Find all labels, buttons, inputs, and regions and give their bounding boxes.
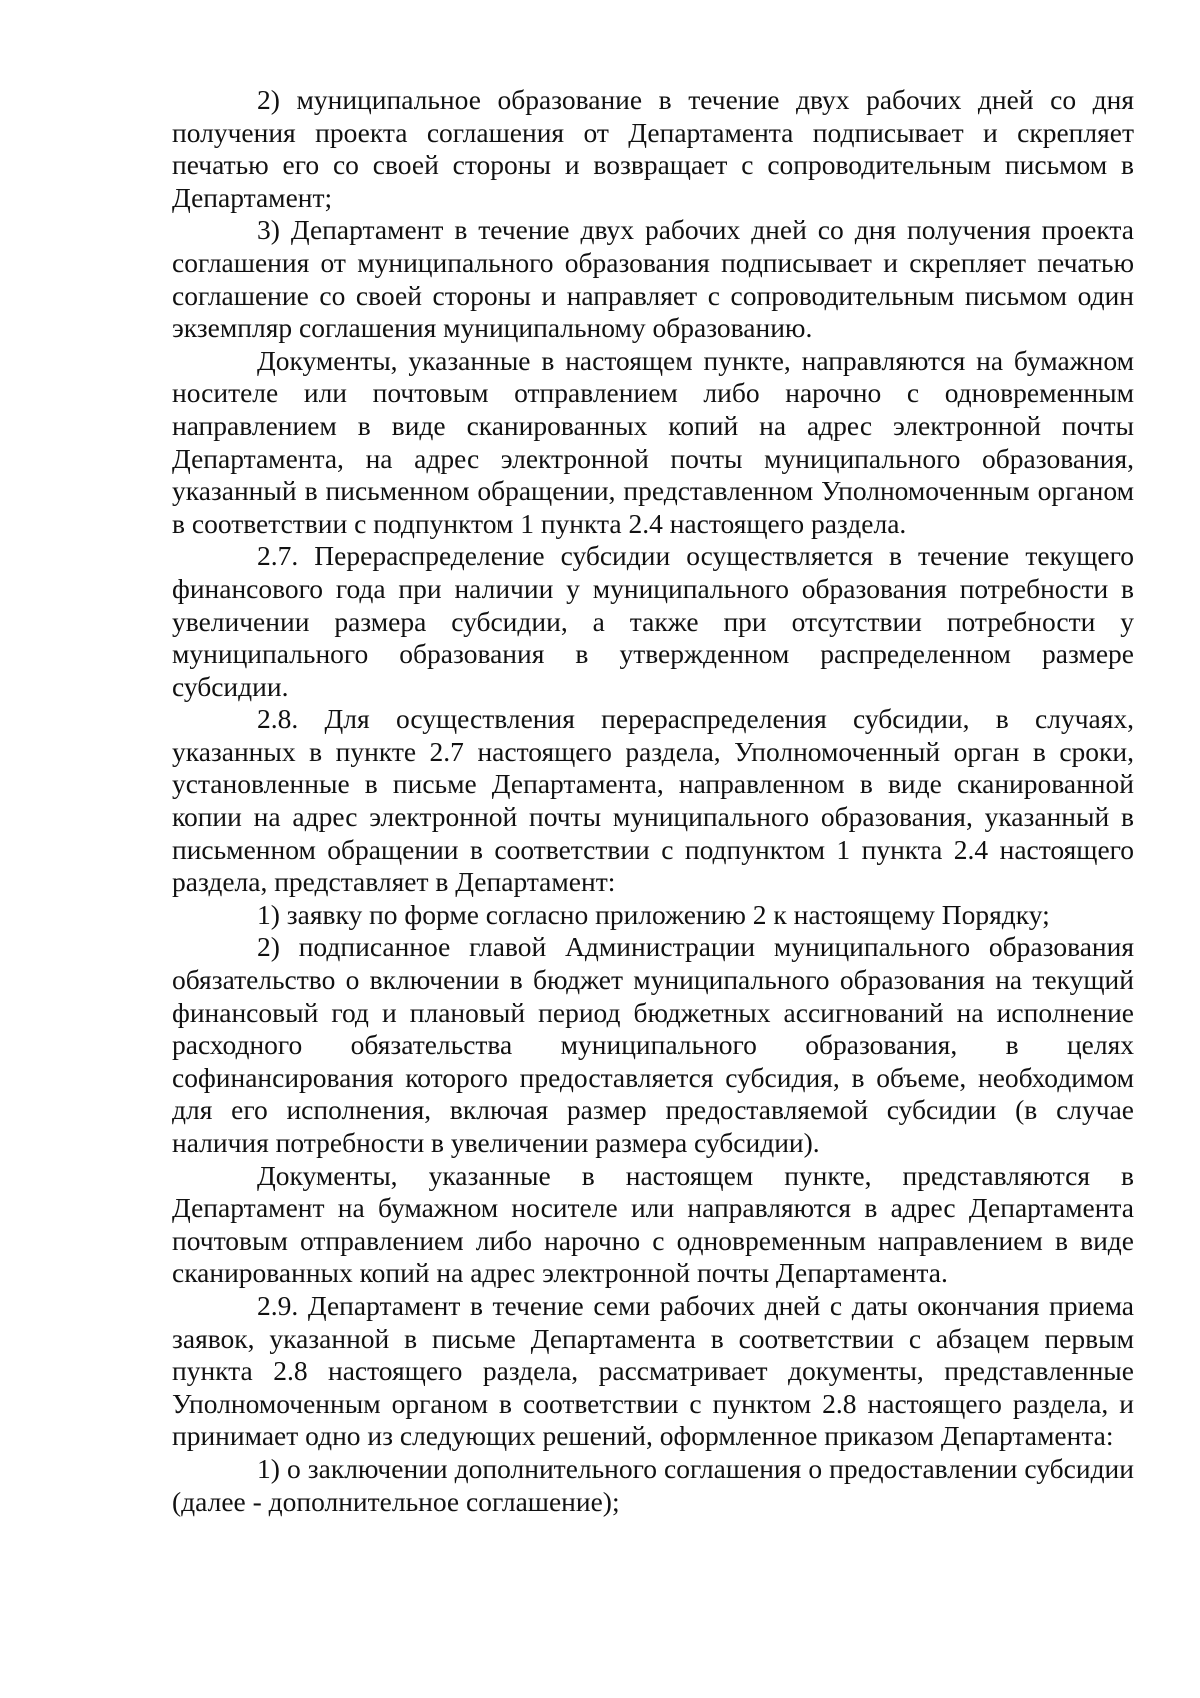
- paragraph-item-3: 3) Департамент в течение двух рабочих дней со дня получения проекта соглашения от муниципального образования подписывает и скрепляет печатью соглашение со своей стороны и направляет с сопроводительным письмом один экземпляр соглашения муниципальному образованию.: [172, 214, 1134, 344]
- paragraph-item-2: 2) муниципальное образование в течение двух рабочих дней со дня получения проекта соглашения от Департамента подписывает и скрепляет печатью его со своей стороны и возвращает с сопроводительным письмом в Департамент;: [172, 84, 1134, 213]
- paragraph-item-1-application: 1) заявку по форме согласно приложению 2 к настоящему Порядку;: [257, 898, 1050, 930]
- paragraph-documents-submission: Документы, указанные в настоящем пункте, представляются в Департамент на бумажном носителе или направляются в адрес Департамента почтовым отправлением либо нарочно с одновременным направлением в виде сканированных копий на адрес электронной почты Департамента.: [172, 1159, 1134, 1289]
- paragraph-section-2-9: 2.9. Департамент в течение семи рабочих дней с даты окончания приема заявок, указанной в письме Департамента в соответствии с абзацем первым пункта 2.8 настоящего раздела, рассматривает документы, представленные Уполномоченным органом в соответствии с пунктом 2.8 настоящего раздела, и принимает одно из следующих решений, оформленное приказом Департамента:: [172, 1289, 1134, 1452]
- paragraph-item-1-additional-agreement: 1) о заключении дополнительного соглашения о предоставлении субсидии (далее - дополнительное соглашение);: [172, 1452, 1134, 1517]
- paragraph-section-2-8: 2.8. Для осуществления перераспределения субсидии, в случаях, указанных в пункте 2.7 настоящего раздела, Уполномоченный орган в сроки, установленные в письме Департамента, направленном в виде сканированной копии на адрес электронной почты муниципального образования, указанный в письменном обращении в соответствии с подпунктом 1 пункта 2.4 настоящего раздела, представляет в Департамент:: [172, 703, 1134, 898]
- document-page: [172, 84, 1134, 1518]
- paragraph-documents-sending: Документы, указанные в настоящем пункте, направляются на бумажном носителе или почтовым отправлением либо нарочно с одновременным направлением в виде сканированных копий на адрес электронной почты Департамента, на адрес электронной почты муниципального образования, указанный в письменном обращении, представленном Уполномоченным органом в соответствии с подпунктом 1 пункта 2.4 настоящего раздела.: [172, 344, 1134, 539]
- paragraph-item-2-obligation: 2) подписанное главой Администрации муниципального образования обязательство о включении в бюджет муниципального образования на текущий финансовый год и плановый период бюджетных ассигнований на исполнение расходного обязательства муниципального образования, в целях софинансирования которого предоставляется субсидия, в объеме, необходимом для его исполнения, включая размер предоставляемой субсидии (в случае наличия потребности в увеличении размера субсидии).: [172, 931, 1134, 1158]
- paragraph-section-2-7: 2.7. Перераспределение субсидии осуществляется в течение текущего финансового года при наличии у муниципального образования потребности в увеличении размера субсидии, а также при отсутствии потребности у муниципального образования в утвержденном распределенном размере субсидии.: [172, 540, 1134, 702]
